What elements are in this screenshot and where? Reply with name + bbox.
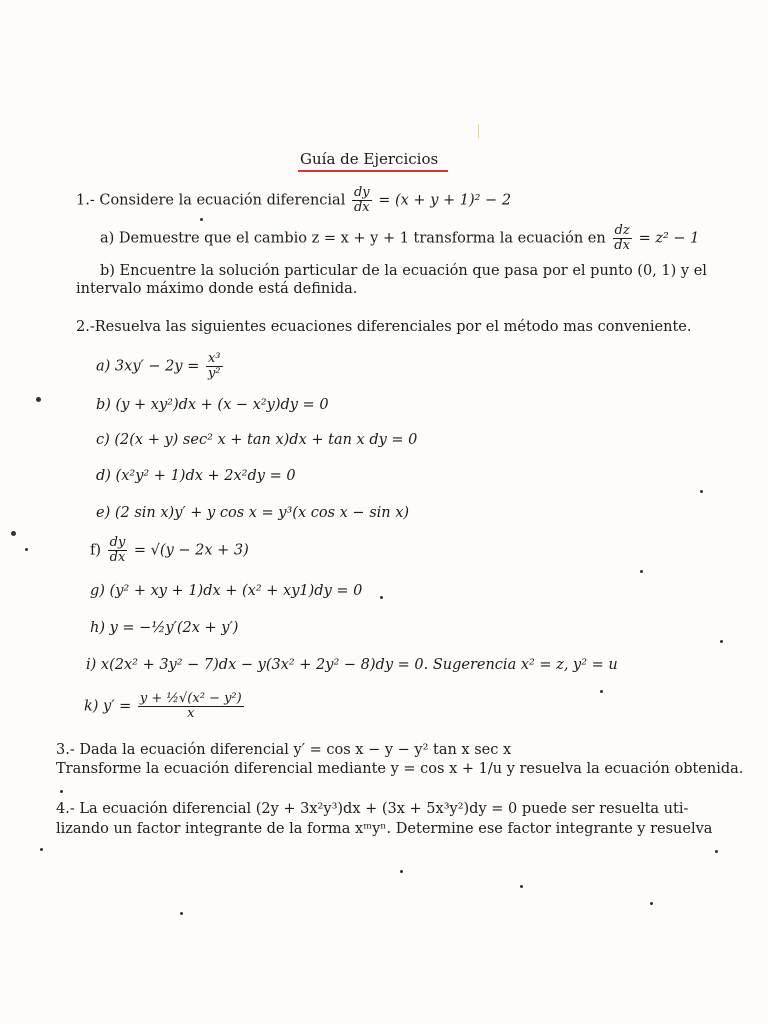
problem-2k-lhs: k) y′ = — [84, 698, 132, 715]
problem-1a-text: a) Demuestre que el cambio z = x + y + 1 transforma la ecuación en — [100, 230, 606, 247]
problem-1a — [100, 224, 699, 253]
problem-4-line-2: lizando un factor integrante de la forma xᵐyⁿ. Determine ese factor integrante y resuelva — [56, 821, 713, 837]
problem-2k-fraction — [138, 692, 244, 721]
scan-speck — [36, 397, 41, 402]
problem-1a-derivative — [612, 224, 632, 253]
fraction-denominator: y² — [207, 366, 221, 381]
problem-1-statement — [76, 186, 511, 215]
scan-speck — [640, 570, 643, 573]
problem-1b-line-2: intervalo máximo donde está definida. — [76, 281, 358, 297]
scan-mark — [478, 124, 479, 138]
fraction-numerator: dy — [353, 185, 370, 200]
problem-4-line-1: 4.- La ecuación diferencial (2y + 3x²y³)dx + (3x + 5x³y²)dy = 0 puede ser resuelta uti- — [56, 801, 689, 817]
fraction-denominator: dx — [353, 200, 370, 215]
problem-2-intro: 2.-Resuelva las siguientes ecuaciones diferenciales por el método mas conveniente. — [76, 319, 692, 335]
fraction-numerator: dz — [614, 223, 630, 238]
problem-2d: d) (x²y² + 1)dx + 2x²dy = 0 — [96, 468, 296, 484]
fraction-numerator: y + ½√(x² − y²) — [139, 691, 242, 706]
problem-2a-lhs: a) 3xy′ − 2y = — [96, 358, 200, 375]
scan-speck — [11, 531, 16, 536]
problem-2f — [90, 536, 249, 565]
scan-speck — [60, 790, 63, 793]
problem-1-rhs: = (x + y + 1)² − 2 — [378, 192, 512, 209]
scan-speck — [520, 885, 523, 888]
problem-2i: i) x(2x² + 3y² − 7)dx − y(3x² + 2y² − 8)dy = 0. Sugerencia x² = z, y² = u — [86, 657, 618, 673]
problem-1a-rhs: = z² − 1 — [638, 230, 700, 247]
scan-speck — [380, 596, 383, 599]
problem-2g: g) (y² + xy + 1)dx + (x² + xy1)dy = 0 — [90, 583, 363, 599]
problem-2e: e) (2 sin x)y′ + y cos x = y³(x cos x − sin x) — [96, 505, 410, 521]
problem-2a — [96, 352, 225, 381]
scan-speck — [200, 218, 203, 221]
problem-1-derivative — [352, 186, 372, 215]
title-underline — [298, 170, 448, 172]
scan-speck — [720, 640, 723, 643]
scan-speck — [650, 902, 653, 905]
fraction-numerator: dy — [109, 535, 126, 550]
scan-speck — [40, 848, 43, 851]
problem-2k — [84, 692, 246, 721]
fraction-denominator: dx — [109, 550, 126, 565]
problem-2a-fraction — [206, 352, 223, 381]
scan-speck — [715, 850, 718, 853]
problem-3-line-2: Transforme la ecuación diferencial mediante y = cos x + 1/u y resuelva la ecuación obtenida. — [56, 761, 744, 777]
fraction-denominator: x — [187, 706, 195, 721]
scan-speck — [600, 690, 603, 693]
problem-3-line-1: 3.- Dada la ecuación diferencial y′ = cos x − y − y² tan x sec x — [56, 742, 512, 758]
problem-1-intro: 1.- Considere la ecuación diferencial — [76, 192, 346, 209]
problem-2f-rhs: = √(y − 2x + 3) — [133, 542, 249, 559]
problem-2h: h) y = −½y′(2x + y′) — [90, 620, 239, 636]
problem-2c: c) (2(x + y) sec² x + tan x)dx + tan x dy = 0 — [96, 432, 418, 448]
scan-speck — [180, 912, 183, 915]
problem-2b: b) (y + xy²)dx + (x − x²y)dy = 0 — [96, 397, 329, 413]
problem-2f-label: f) — [90, 542, 102, 559]
scan-speck — [700, 490, 703, 493]
page-title: Guía de Ejercicios — [300, 150, 439, 168]
problem-2f-derivative — [108, 536, 128, 565]
scan-speck — [25, 548, 28, 551]
scan-speck — [400, 870, 403, 873]
fraction-numerator: x³ — [207, 351, 221, 366]
problem-1b-line-1: b) Encuentre la solución particular de la ecuación que pasa por el punto (0, 1) y el — [100, 263, 707, 279]
fraction-denominator: dx — [614, 238, 630, 253]
